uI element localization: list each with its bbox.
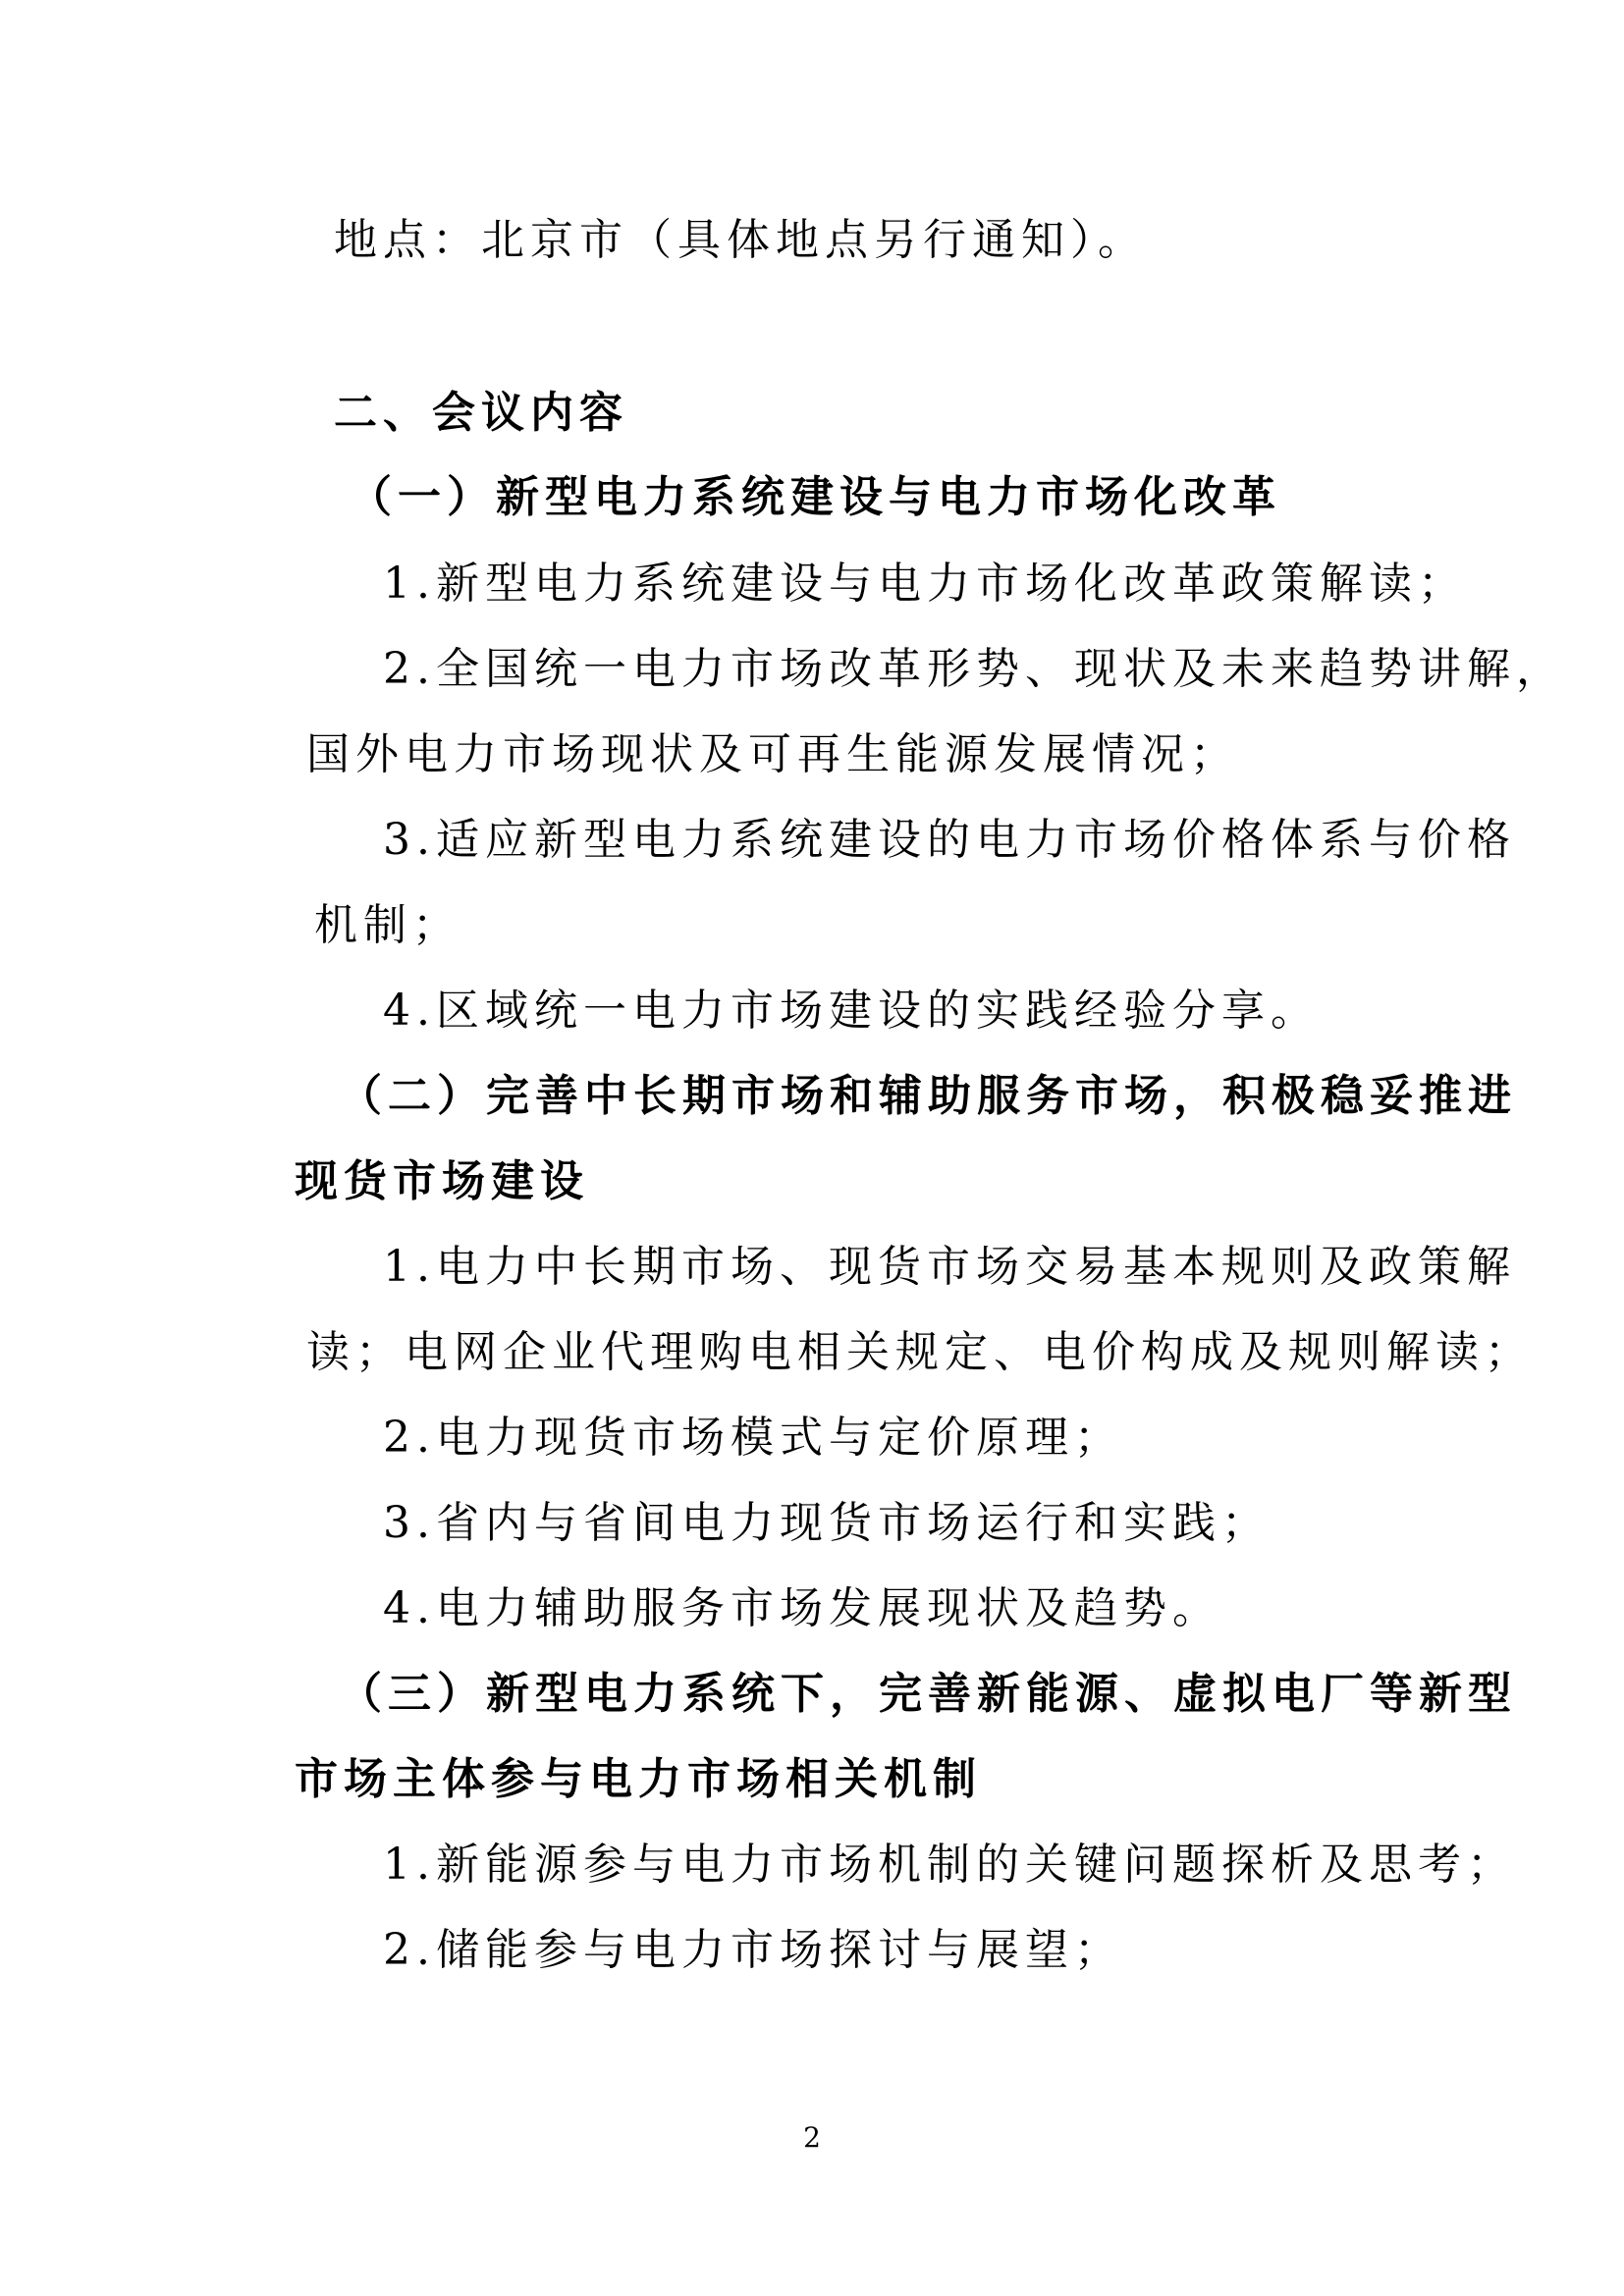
part-3-heading-line-1: （三）新型电力系统下，完善新能源、虚拟电厂等新型 — [339, 1669, 1517, 1719]
part-3-item: 1.新能源参与电力市场机制的关键问题探析及思考； — [383, 1840, 1516, 1890]
location-line: 地点：北京市（具体地点另行通知）。 — [334, 215, 1147, 265]
page-number: 2 — [803, 2121, 821, 2154]
part-1-item-continuation: 国外电力市场现状及可再生能源发展情况； — [306, 729, 1239, 779]
part-2-item: 1.电力中长期市场、现货市场交易基本规则及政策解 — [383, 1242, 1516, 1292]
part-2-heading-line-1: （二）完善中长期市场和辅助服务市场，积极稳妥推进 — [339, 1071, 1517, 1121]
part-1-item: 4.区域统一电力市场建设的实践经验分享。 — [383, 986, 1320, 1036]
part-1-item-continuation: 机制； — [314, 900, 461, 950]
part-3-item: 2.储能参与电力市场探讨与展望； — [383, 1925, 1123, 1975]
part-2-item: 4.电力辅助服务市场发展现状及趋势。 — [383, 1583, 1221, 1633]
part-3-heading-line-2: 市场主体参与电力市场相关机制 — [295, 1754, 982, 1804]
part-2-item: 3.省内与省间电力现货市场运行和实践； — [383, 1498, 1271, 1548]
part-2-item-continuation: 读；电网企业代理购电相关规定、电价构成及规则解读； — [306, 1327, 1534, 1377]
part-1-heading: （一）新型电力系统建设与电力市场化改革 — [349, 472, 1281, 522]
part-2-heading-line-2: 现货市场建设 — [295, 1156, 589, 1206]
section-heading: 二、会议内容 — [334, 388, 628, 438]
part-1-item: 1.新型电力系统建设与电力市场化改革政策解读； — [383, 559, 1467, 609]
part-2-item: 2.电力现货市场模式与定价原理； — [383, 1413, 1123, 1463]
part-1-item: 2.全国统一电力市场改革形势、现状及未来趋势讲解， — [383, 644, 1565, 694]
part-1-item: 3.适应新型电力系统建设的电力市场价格体系与价格 — [383, 815, 1516, 865]
